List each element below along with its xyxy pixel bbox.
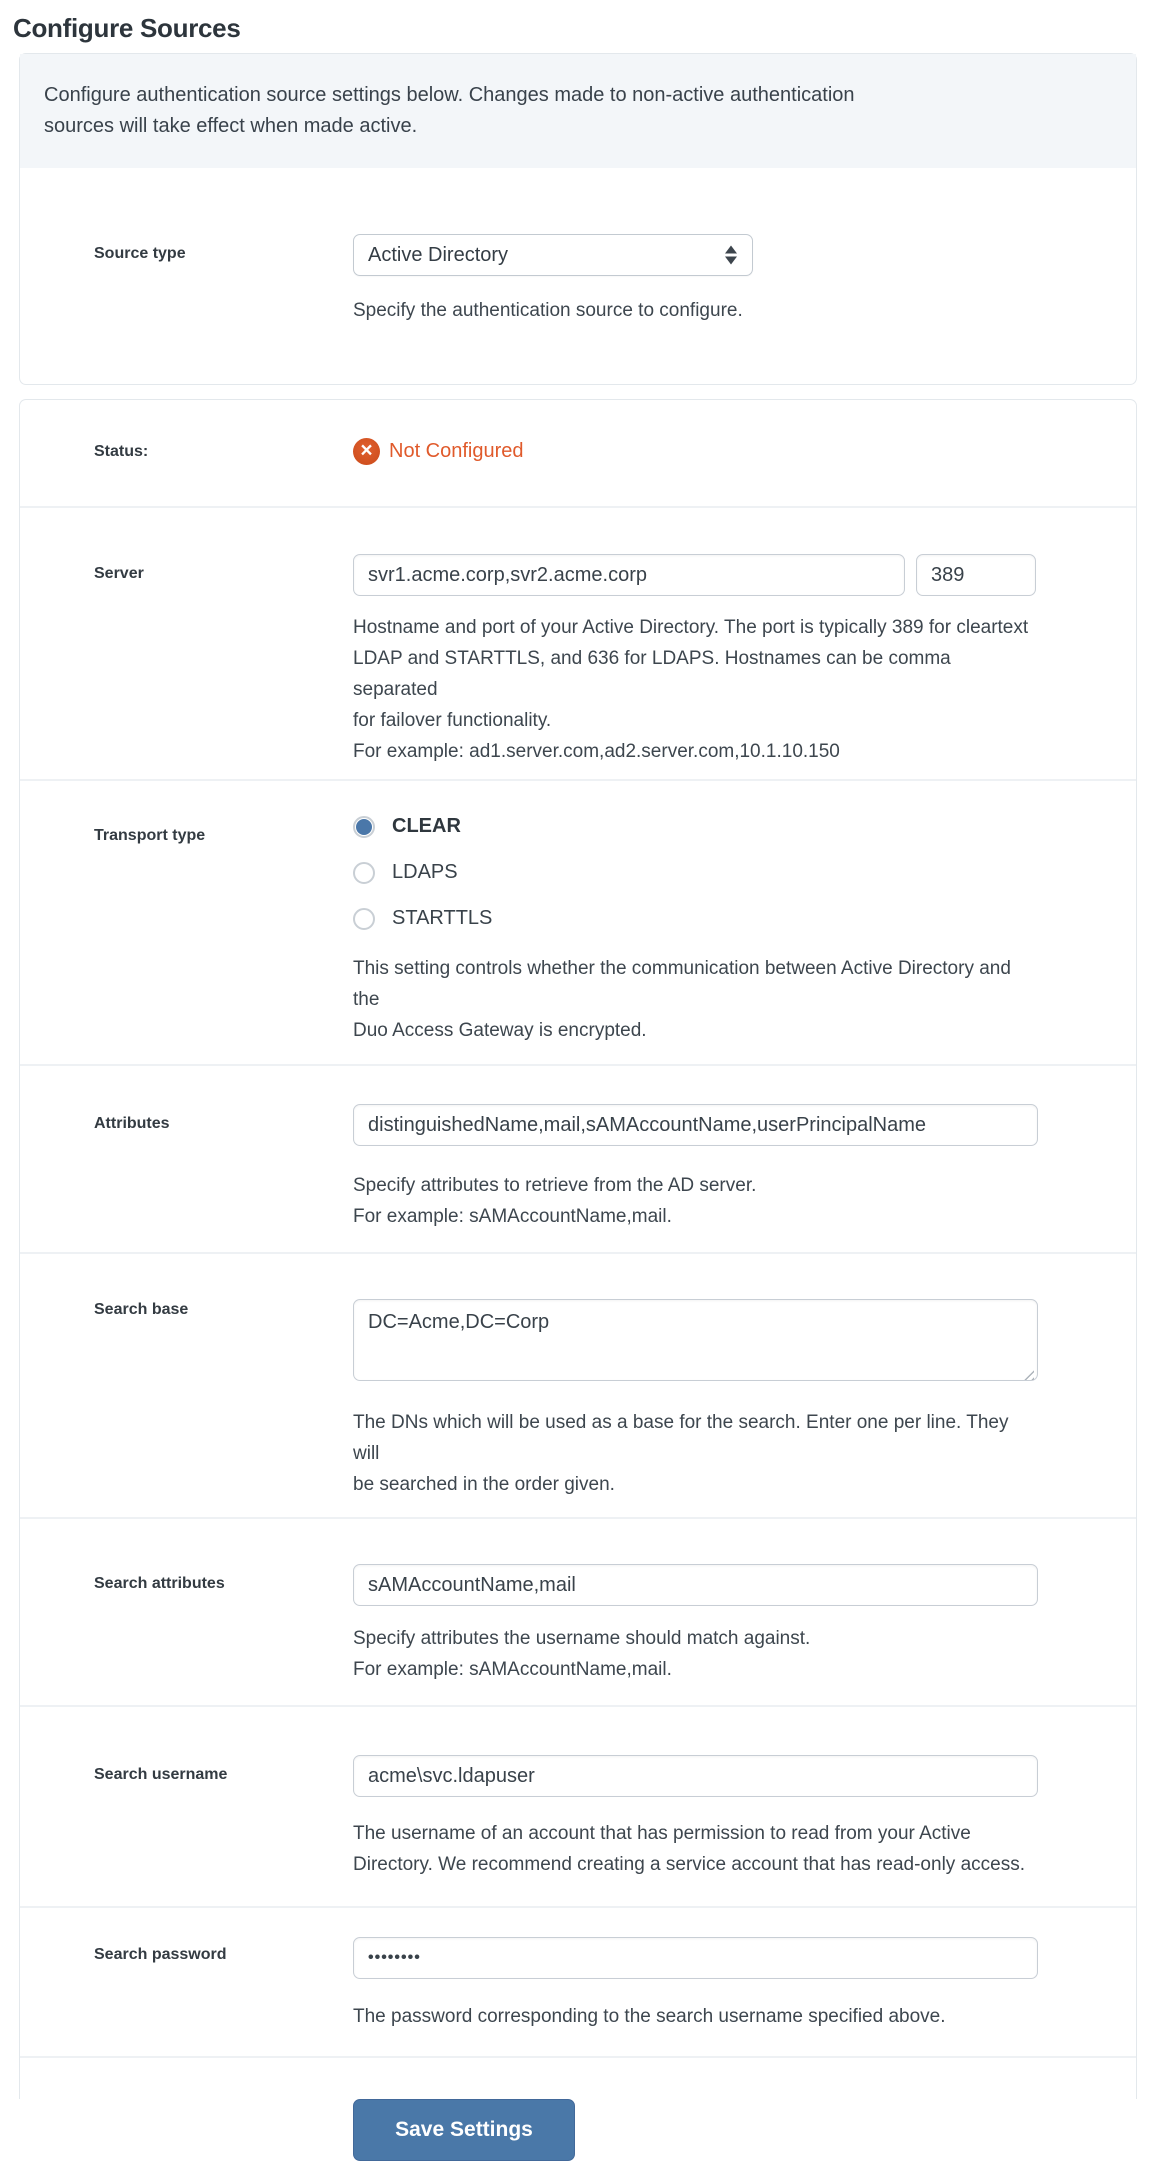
- info-banner-line: sources will take effect when made active.: [44, 115, 418, 137]
- save-row: [20, 2056, 1136, 2181]
- search-base-textarea[interactable]: [353, 1299, 1038, 1381]
- attributes-input[interactable]: [353, 1104, 1038, 1146]
- search-username-help-line: Directory. We recommend creating a service account that has read-only access.: [353, 1854, 1025, 1875]
- source-settings-panel: [19, 399, 1137, 2141]
- search-attributes-help-line: For example: sAMAccountName,mail.: [353, 1659, 672, 1680]
- info-banner: [20, 54, 1136, 168]
- search-password-row: [20, 1906, 1136, 2056]
- search-username-label: Search username: [94, 1766, 228, 1783]
- source-type-panel: [19, 53, 1137, 385]
- attributes-help-line: Specify attributes to retrieve from the AD server.: [353, 1175, 757, 1196]
- server-help-line: for failover functionality.: [353, 710, 552, 731]
- radio-ldaps-label: LDAPS: [392, 861, 458, 883]
- server-help-line: LDAP and STARTTLS, and 636 for LDAPS. Hostnames can be comma separated: [353, 648, 951, 700]
- transport-type-label: Transport type: [94, 827, 206, 844]
- server-port-input[interactable]: [916, 554, 1036, 596]
- server-help-line: For example: ad1.server.com,ad2.server.com,10.1.10.150: [353, 741, 840, 762]
- search-attributes-input[interactable]: [353, 1564, 1038, 1606]
- status-label: Status:: [94, 443, 149, 460]
- source-type-select[interactable]: [353, 234, 753, 276]
- page-title: Configure Sources: [13, 13, 241, 43]
- status-row: [20, 400, 1136, 506]
- source-type-row: [20, 168, 1136, 384]
- attributes-label: Attributes: [94, 1115, 170, 1132]
- search-password-input[interactable]: [353, 1937, 1038, 1979]
- search-attributes-help-line: Specify attributes the username should match against.: [353, 1628, 811, 1649]
- server-help-line: Hostname and port of your Active Directory. The port is typically 389 for cleartext: [353, 617, 1029, 638]
- transport-help-line: This setting controls whether the communication between Active Directory and the: [353, 958, 1011, 1010]
- radio-clear[interactable]: [353, 816, 375, 838]
- search-base-help-line: be searched in the order given.: [353, 1474, 615, 1495]
- attributes-help-line: For example: sAMAccountName,mail.: [353, 1206, 672, 1227]
- radio-ldaps[interactable]: [353, 862, 375, 884]
- search-base-help-line: The DNs which will be used as a base for the search. Enter one per line. They will: [353, 1412, 1009, 1464]
- transport-type-row: [20, 779, 1136, 1064]
- radio-starttls[interactable]: [353, 908, 375, 930]
- status-value: [353, 438, 1038, 465]
- server-label: Server: [94, 565, 144, 582]
- server-host-input[interactable]: [353, 554, 905, 596]
- radio-clear-label: CLEAR: [392, 815, 461, 837]
- x-circle-icon: ×: [353, 438, 380, 465]
- server-row: [20, 506, 1136, 779]
- search-password-label: Search password: [94, 1946, 227, 1963]
- search-base-label: Search base: [94, 1301, 189, 1318]
- transport-help-line: Duo Access Gateway is encrypted.: [353, 1020, 647, 1041]
- info-banner-line: Configure authentication source settings below. Changes made to non-active authentication: [44, 84, 855, 106]
- search-attributes-label: Search attributes: [94, 1575, 225, 1592]
- search-base-row: [20, 1252, 1136, 1517]
- status-badge: Not Configured: [389, 440, 524, 462]
- radio-starttls-label: STARTTLS: [392, 907, 493, 929]
- source-type-selected-value: Active Directory: [368, 243, 509, 266]
- search-username-help-line: The username of an account that has permission to read from your Active: [353, 1823, 971, 1844]
- source-type-label: Source type: [94, 245, 186, 262]
- search-username-input[interactable]: [353, 1755, 1038, 1797]
- save-settings-button[interactable]: Save Settings: [353, 2099, 575, 2161]
- select-updown-icon: [725, 246, 737, 265]
- source-type-help: Specify the authentication source to configure.: [353, 300, 743, 321]
- search-attributes-row: [20, 1517, 1136, 1705]
- search-password-help-line: The password corresponding to the search username specified above.: [353, 2006, 946, 2027]
- search-username-row: [20, 1705, 1136, 1906]
- attributes-row: [20, 1064, 1136, 1252]
